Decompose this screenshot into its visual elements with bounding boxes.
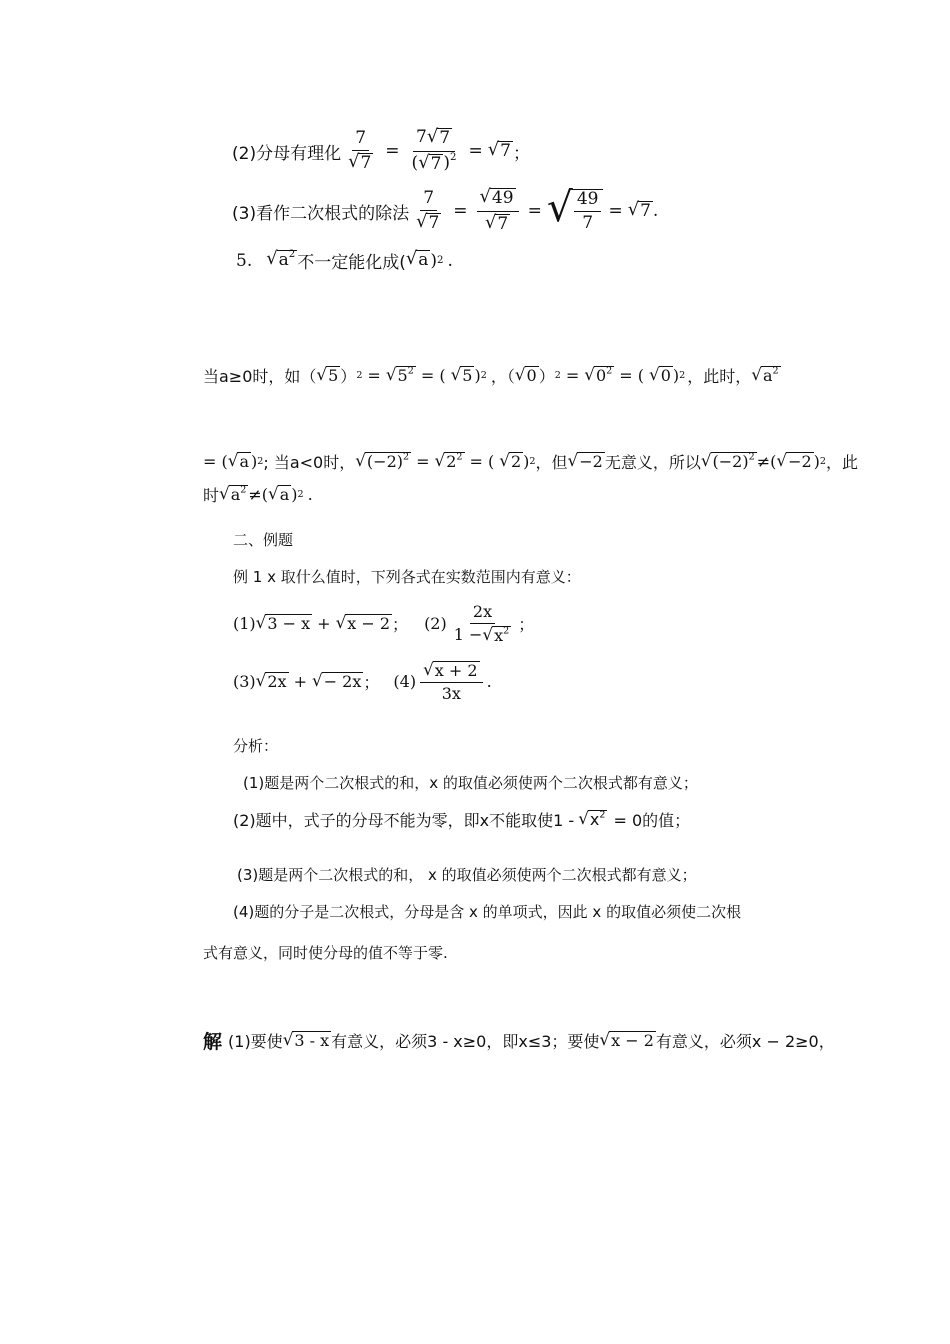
sqrt: √ 7 [487,138,511,161]
fraction: 7 √ 7 [348,127,372,173]
section-title: 二、例题 [233,531,294,549]
analysis-item-4: (4)题的分子是二次根式，分母是含 x 的单项式，因此 x 的取值必须使二次根 [233,903,742,921]
analysis-item-1: (1)题是两个二次根式的和，x 的取值必须使两个二次根式都有意义； [243,774,698,792]
method2-line: (2)分母有理化 7 √ 7 = 7 √ 7 ( √ 7 )$^2$ = √ 7 ； [232,126,530,174]
item-number: 5. [236,250,253,271]
analysis-item-2: (2)题中，式子的分母不能为零，即x不能取使1 - √ $x^2$ = 0的值； [233,807,691,830]
explanation-line-3: 时 √ $a^2$ ≠( √ a ) 2 . [203,482,313,505]
sqrt: √ a [405,248,429,271]
analysis-item-4-cont: 式有意义，同时使分母的值不等于零. [203,944,448,962]
explanation-line-1: 当a≥0时，如（ √ 5 ） 2 = √ $5^2$ = ( √ 5 ) 2 ，（ √ 0 ） 2 = √ $0^2$ = ( √ 0 ) 2 ，此时， √ $a^2$ [203,363,779,386]
method2-label: (2)分母有理化 [232,143,342,164]
fraction: √ x + 2 3x [420,661,482,703]
method3-label: (3)看作二次根式的除法 [232,203,410,224]
sqrt: √ 7 [627,198,651,221]
analysis-item-3: (3)题是两个二次根式的和， x 的取值必须使两个二次根式都有意义； [237,866,697,884]
example-row-1: (1) √ 3 − x + √ x − 2 ； (2) 2x 1 − √ $x^2$ ； [233,602,535,645]
sqrt-fraction: √ $\frac{49}{7}$ [547,189,604,232]
explanation-line-2: = ( √ a ) 2 ; 当a<0时， √ $(-2)^2$ = √ $2^2$ = ( √ 2 ) 2 ，但 √ −2 无意义，所以 √ $(-2)^2$ ≠( √ −2 ) 2 ，此 [203,449,859,472]
example-row-2: (3) √ 2x + √ − 2x ； (4) √ x + 2 3x . [233,659,492,704]
method3-line: (3)看作二次根式的除法 7 √ 7 = √ 49 √ 7 = √ $\frac{49}{7}$ = √ 7 . [232,183,659,234]
solution-line: 解 (1)要使 √ 3 - x 有意义，必须3 - x≥0，即x≤3；要使 √ x − 2 有意义，必须x − 2≥0， [203,1028,835,1053]
fraction: 2x 1 − √ $x^2$ [453,602,510,645]
item5-line: 5. √ $a^2$ 不一定能化成( √ a ) 2 . [236,248,453,273]
solution-label: 解 [203,1031,223,1053]
example-title: 例 1 x 取什么值时，下列各式在实数范围内有意义： [233,568,581,586]
fraction: 7 √ 7 ( √ 7 )$^2$ [411,126,457,174]
analysis-title: 分析： [233,737,279,755]
sqrt: √ $a^2$ [266,248,296,271]
fraction: √ 49 √ 7 [477,188,519,234]
fraction: 7 √ 7 [416,187,440,233]
